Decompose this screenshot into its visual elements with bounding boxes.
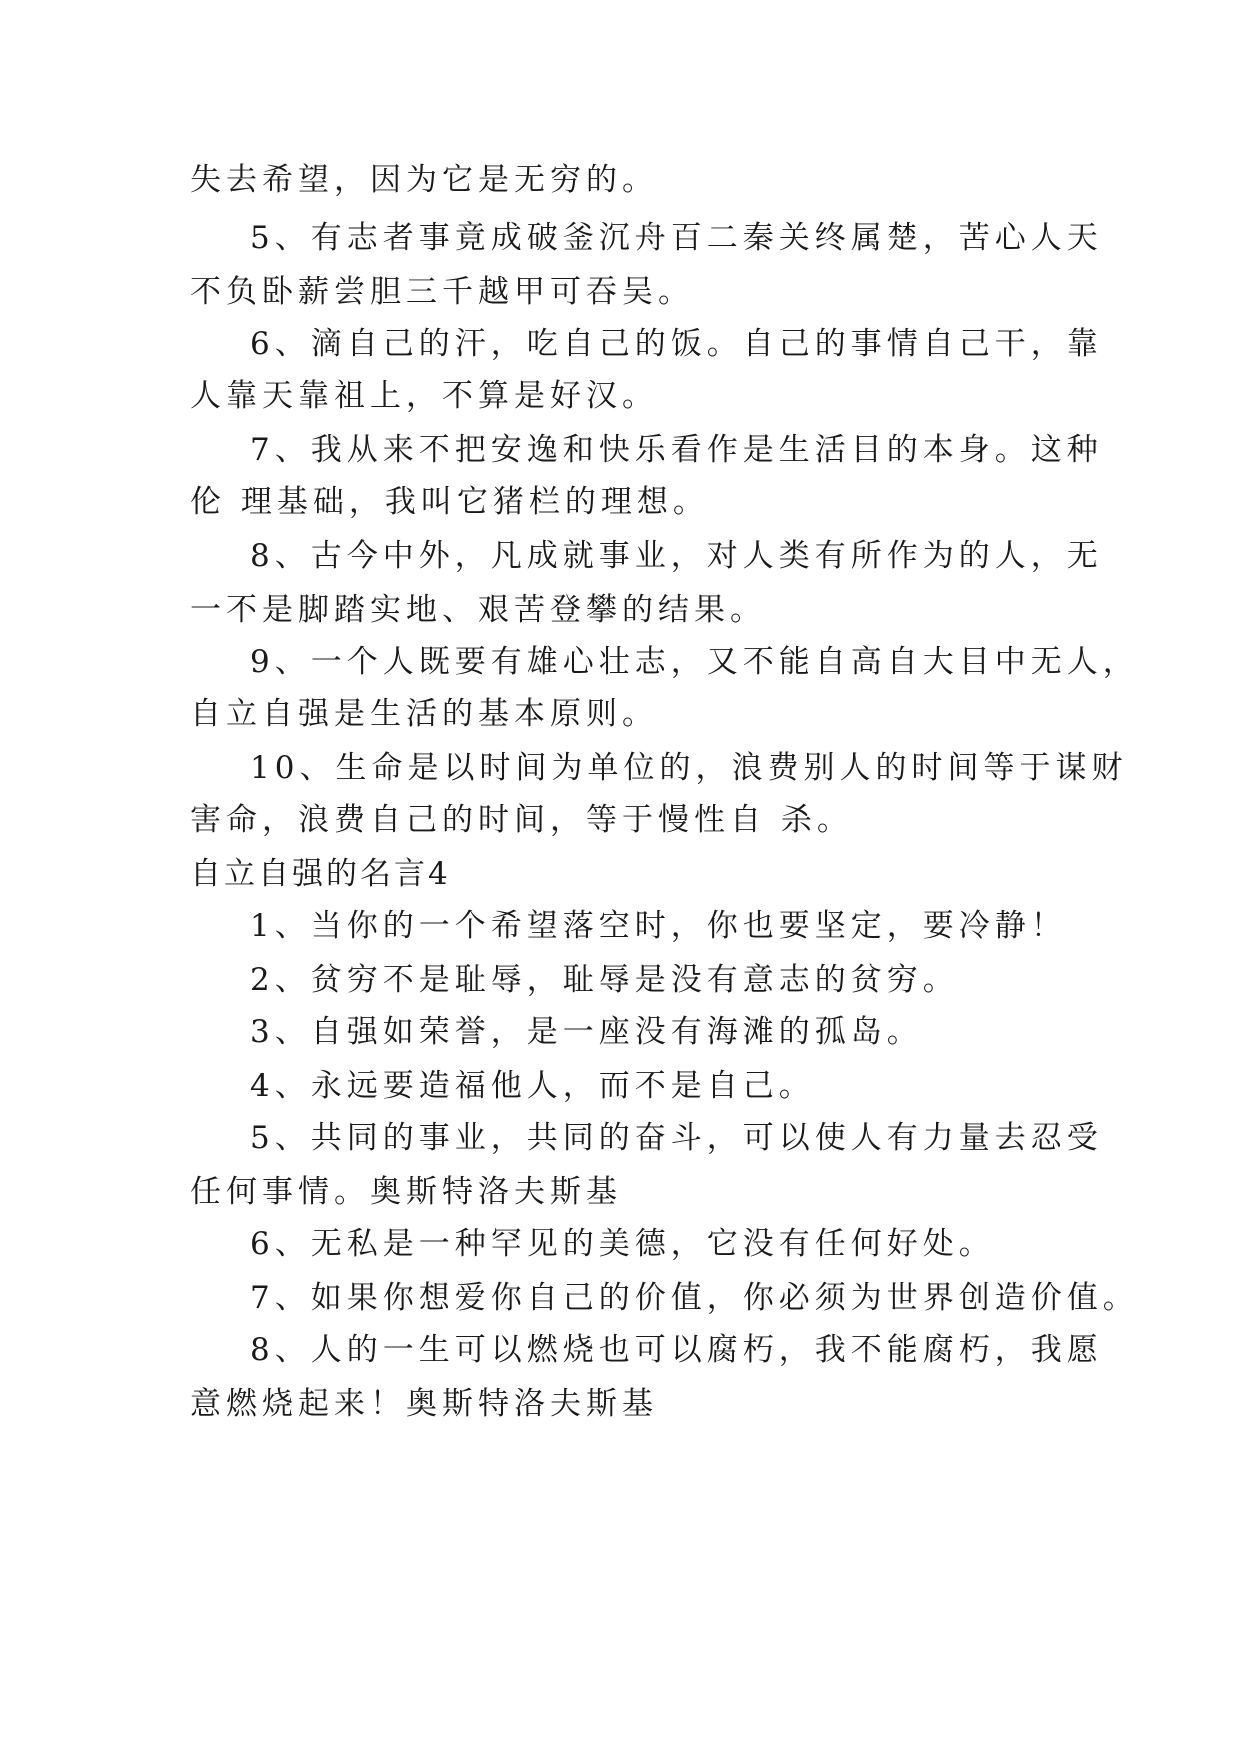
quote-item: 10、生命是以时间为单位的，浪费别人的时间等于谋财 [250,750,1128,786]
quote-item: 7、如果你想爱你自己的价值，你必须为世界创造价值。 [250,1280,1139,1316]
text-line: 意燃烧起来！奥斯特洛夫斯基 [190,1386,658,1422]
quote-item: 6、滴自己的汗，吃自己的饭。自己的事情自己干，靠 [250,326,1103,362]
text-line: 失去希望，因为它是无穷的。 [190,162,658,198]
text-line: 任何事情。奥斯特洛夫斯基 [190,1174,622,1210]
text-line: 不负卧薪尝胆三千越甲可吞吴。 [190,274,694,310]
section-heading: 自立自强的名言4 [190,856,451,892]
quote-item: 6、无私是一种罕见的美德，它没有任何好处。 [250,1226,995,1262]
quote-item: 2、贫穷不是耻辱，耻辱是没有意志的贫穷。 [250,962,959,998]
quote-item: 1、当你的一个希望落空时，你也要坚定，要冷静！ [250,908,1067,944]
quote-item: 8、古今中外，凡成就事业，对人类有所作为的人，无 [250,538,1103,574]
text-line: 害命，浪费自己的时间，等于慢性自 杀。 [190,802,853,838]
quote-item: 3、自强如荣誉，是一座没有海滩的孤岛。 [250,1014,923,1050]
text-line: 一不是脚踏实地、艰苦登攀的结果。 [190,592,766,628]
quote-item: 4、永远要造福他人，而不是自己。 [250,1068,815,1104]
quote-item: 8、人的一生可以燃烧也可以腐朽，我不能腐朽，我愿 [250,1332,1103,1368]
quote-item: 9、一个人既要有雄心壮志，又不能自高自大目中无人， [250,644,1139,680]
text-line: 自立自强是生活的基本原则。 [190,696,658,732]
quote-item: 7、我从来不把安逸和快乐看作是生活目的本身。这种 [250,432,1103,468]
text-line: 人靠天靠祖上，不算是好汉。 [190,378,658,414]
quote-item: 5、有志者事竟成破釜沉舟百二秦关终属楚，苦心人天 [250,220,1103,256]
text-line: 伦 理基础，我叫它猪栏的理想。 [190,484,709,520]
quote-item: 5、共同的事业，共同的奋斗，可以使人有力量去忍受 [250,1120,1103,1156]
